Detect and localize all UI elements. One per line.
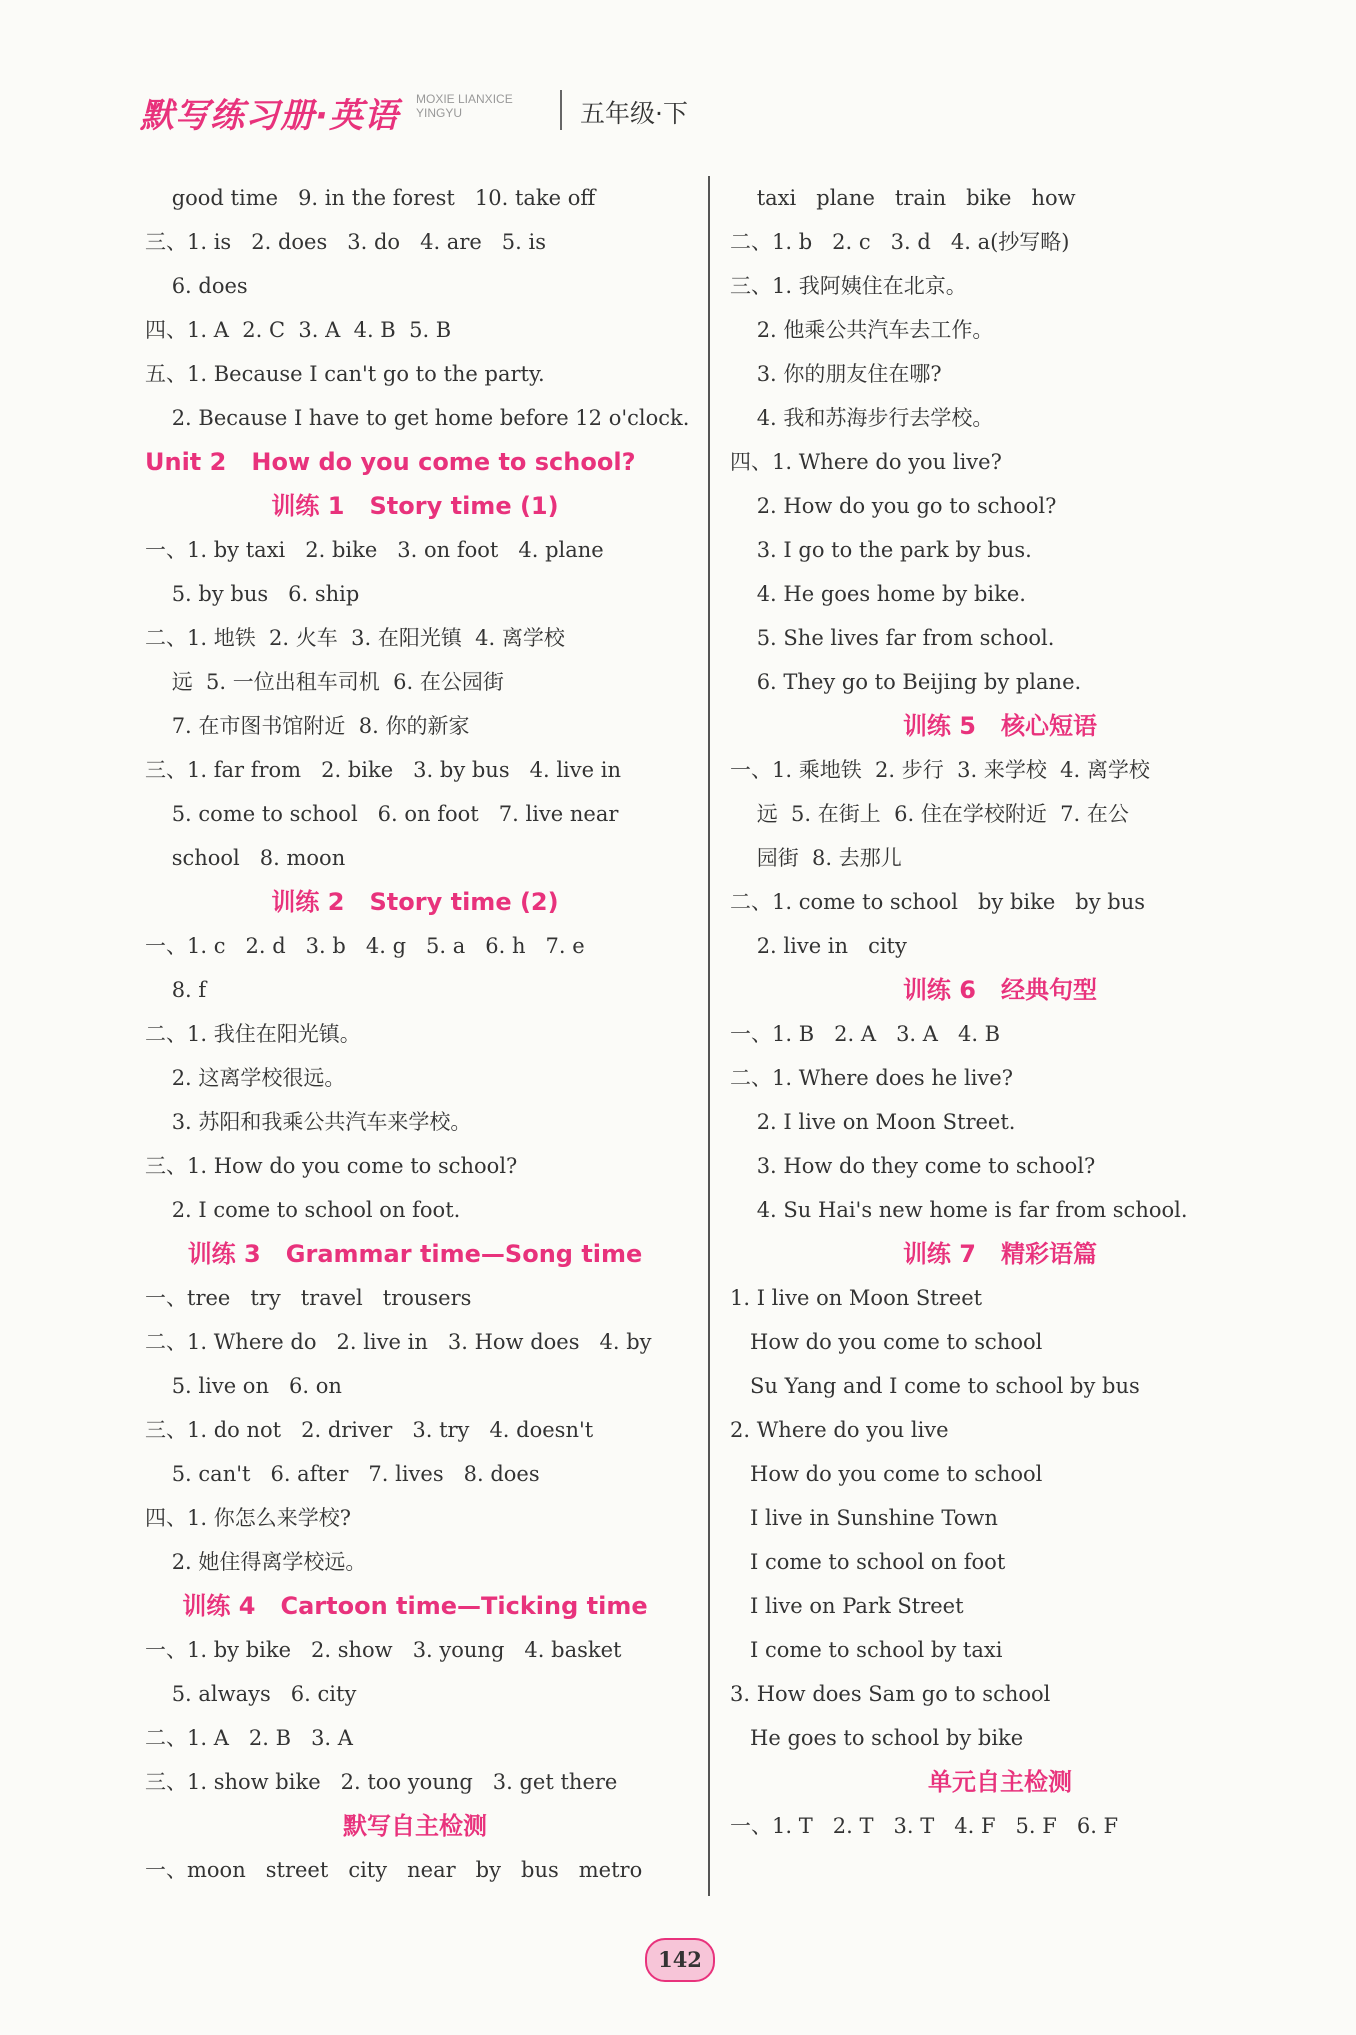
answer-line: 二、1. b 2. c 3. d 4. a(抄写略) <box>730 230 1070 254</box>
answer-line: 五、1. Because I can't go to the party. <box>145 362 545 386</box>
answer-line: 3. 你的朋友住在哪? <box>730 362 942 386</box>
answer-line: 三、1. 我阿姨住在北京。 <box>730 274 967 298</box>
answer-line: 6. does <box>145 274 248 298</box>
answer-line: 1. I live on Moon Street <box>730 1286 983 1310</box>
answer-line: 5. She lives far from school. <box>730 626 1055 650</box>
answer-line: I live on Park Street <box>730 1594 964 1618</box>
answer-line: 7. 在市图书馆附近 8. 你的新家 <box>145 714 470 738</box>
answer-line: 三、1. show bike 2. too young 3. get there <box>145 1770 618 1794</box>
pinyin-line-2: YINGYU <box>416 106 463 120</box>
answer-line: 5. by bus 6. ship <box>145 582 360 606</box>
answer-line: 5. can't 6. after 7. lives 8. does <box>145 1462 540 1486</box>
column-divider <box>708 176 710 1896</box>
answer-line: 一、1. c 2. d 3. b 4. g 5. a 6. h 7. e <box>145 934 585 958</box>
answer-line: 一、tree try travel trousers <box>145 1286 472 1310</box>
answer-line: 2. 他乘公共汽车去工作。 <box>730 318 994 342</box>
right-column <box>730 176 1270 1848</box>
answer-line: 2. live in city <box>730 934 907 958</box>
answer-line: 一、1. by bike 2. show 3. young 4. basket <box>145 1638 622 1662</box>
answer-line: 二、1. come to school by bike by bus <box>730 890 1146 914</box>
section-heading: 默写自主检测 <box>343 1812 487 1840</box>
answer-line: 一、1. B 2. A 3. A 4. B <box>730 1022 1001 1046</box>
answer-line: 2. Where do you live <box>730 1418 949 1442</box>
answer-line: 一、moon street city near by bus metro <box>145 1858 643 1882</box>
answer-line: 四、1. 你怎么来学校? <box>145 1506 351 1530</box>
answer-line: 2. How do you go to school? <box>730 494 1057 518</box>
book-title-pinyin <box>416 92 513 120</box>
section-heading: 训练 5 核心短语 <box>902 712 1098 740</box>
answer-line: 4. He goes home by bike. <box>730 582 1026 606</box>
answer-line: 四、1. Where do you live? <box>730 450 1002 474</box>
answer-line: taxi plane train bike how <box>730 186 1076 210</box>
section-heading: 单元自主检测 <box>928 1768 1072 1796</box>
answer-line: 5. live on 6. on <box>145 1374 342 1398</box>
page-number: 142 <box>645 1938 715 1982</box>
answer-line: 2. Because I have to get home before 12 o'clock. <box>145 406 690 430</box>
section-heading: 训练 2 Story time (2) <box>271 888 559 916</box>
answer-line: 8. f <box>145 978 207 1002</box>
answer-line: I live in Sunshine Town <box>730 1506 998 1530</box>
answer-line: Su Yang and I come to school by bus <box>730 1374 1140 1398</box>
answer-line: good time 9. in the forest 10. take off <box>145 186 596 210</box>
answer-line: 一、1. by taxi 2. bike 3. on foot 4. plane <box>145 538 604 562</box>
answer-line: 园街 8. 去那儿 <box>730 846 902 870</box>
answer-line: 3. I go to the park by bus. <box>730 538 1032 562</box>
answer-line: 远 5. 在街上 6. 住在学校附近 7. 在公 <box>730 802 1129 826</box>
answer-line: 二、1. 地铁 2. 火车 3. 在阳光镇 4. 离学校 <box>145 626 565 650</box>
answer-line: 4. 我和苏海步行去学校。 <box>730 406 994 430</box>
answer-line: 三、1. do not 2. driver 3. try 4. doesn't <box>145 1418 594 1442</box>
answer-line: I come to school on foot <box>730 1550 1006 1574</box>
answer-line: 远 5. 一位出租车司机 6. 在公园街 <box>145 670 504 694</box>
section-heading: Unit 2 How do you come to school? <box>145 448 636 476</box>
answer-line: 三、1. How do you come to school? <box>145 1154 518 1178</box>
answer-line: 二、1. A 2. B 3. A <box>145 1726 353 1750</box>
answer-line: I come to school by taxi <box>730 1638 1003 1662</box>
answer-line: He goes to school by bike <box>730 1726 1024 1750</box>
answer-line: 2. I come to school on foot. <box>145 1198 461 1222</box>
answer-line: 2. 这离学校很远。 <box>145 1066 346 1090</box>
answer-line: How do you come to school <box>730 1462 1043 1486</box>
answer-line: 二、1. Where does he live? <box>730 1066 1013 1090</box>
section-heading: 训练 4 Cartoon time—Ticking time <box>182 1592 648 1620</box>
section-heading: 训练 7 精彩语篇 <box>902 1240 1098 1268</box>
answer-line: 3. 苏阳和我乘公共汽车来学校。 <box>145 1110 472 1134</box>
answer-line: 3. How do they come to school? <box>730 1154 1096 1178</box>
header-divider <box>560 90 562 130</box>
answer-line: 三、1. is 2. does 3. do 4. are 5. is <box>145 230 547 254</box>
section-heading: 训练 6 经典句型 <box>902 976 1098 1004</box>
answer-line: 5. always 6. city <box>145 1682 357 1706</box>
answer-line: 6. They go to Beijing by plane. <box>730 670 1082 694</box>
answer-line: How do you come to school <box>730 1330 1043 1354</box>
grade-label: 五年级·下 <box>580 99 688 128</box>
answer-line: 4. Su Hai's new home is far from school. <box>730 1198 1188 1222</box>
answer-line: 5. come to school 6. on foot 7. live near <box>145 802 619 826</box>
answer-line: 二、1. Where do 2. live in 3. How does 4. by <box>145 1330 652 1354</box>
answer-line: 三、1. far from 2. bike 3. by bus 4. live in <box>145 758 621 782</box>
answer-line: school 8. moon <box>145 846 346 870</box>
section-heading: 训练 1 Story time (1) <box>271 492 559 520</box>
book-title: 默写练习册·英语 <box>140 96 399 136</box>
answer-line: 二、1. 我住在阳光镇。 <box>145 1022 361 1046</box>
page-header <box>140 88 760 138</box>
answer-line: 一、1. 乘地铁 2. 步行 3. 来学校 4. 离学校 <box>730 758 1150 782</box>
answer-line: 2. I live on Moon Street. <box>730 1110 1016 1134</box>
left-column <box>145 176 690 1892</box>
answer-line: 2. 她住得离学校远。 <box>145 1550 367 1574</box>
answer-line: 四、1. A 2. C 3. A 4. B 5. B <box>145 318 452 342</box>
answer-line: 3. How does Sam go to school <box>730 1682 1051 1706</box>
answer-line: 一、1. T 2. T 3. T 4. F 5. F 6. F <box>730 1814 1119 1838</box>
section-heading: 训练 3 Grammar time—Song time <box>187 1240 643 1268</box>
pinyin-line-1: MOXIE LIANXICE <box>416 92 513 106</box>
